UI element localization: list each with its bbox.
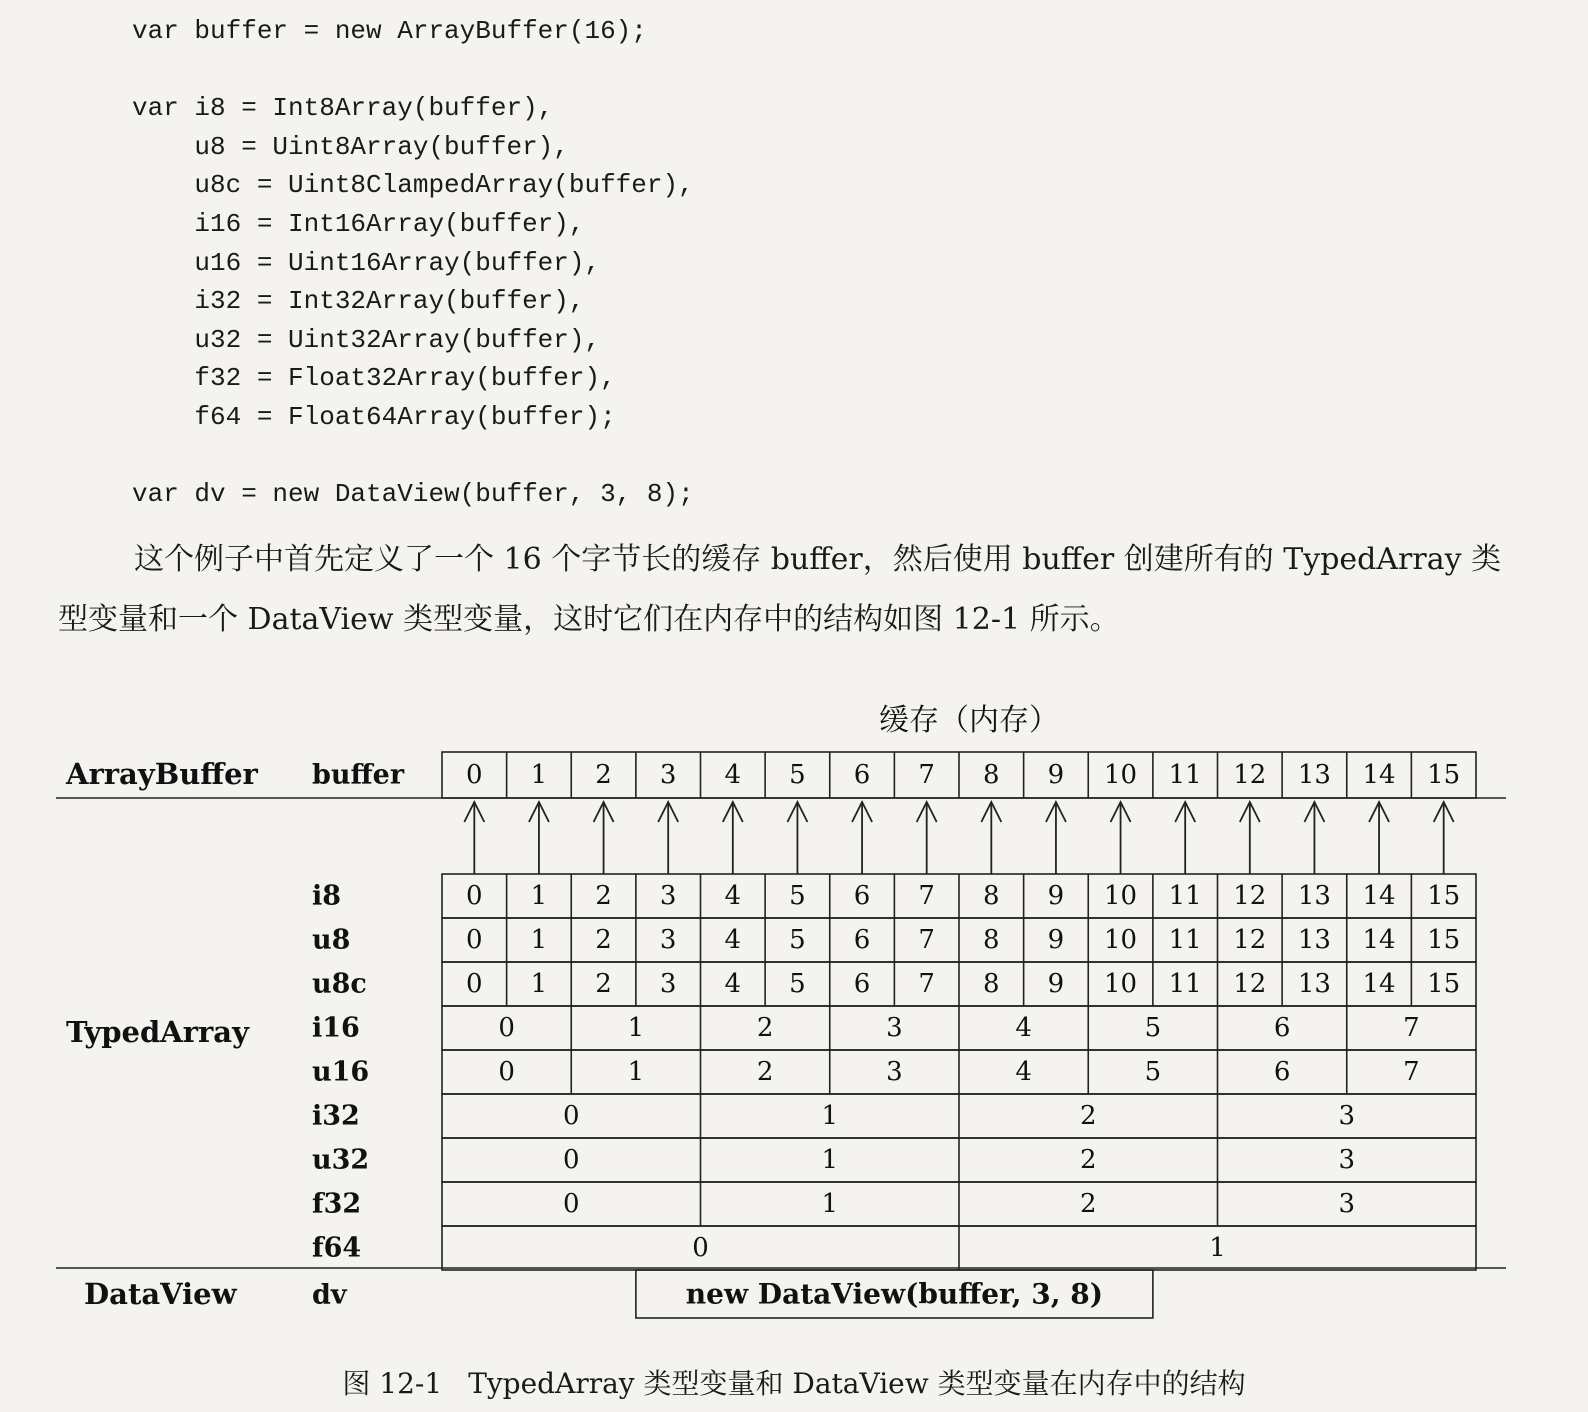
cell-u32-3: 3	[1338, 1145, 1356, 1175]
cell-u32-2: 2	[1079, 1145, 1097, 1175]
cell-u16-6: 6	[1273, 1057, 1291, 1087]
dataview-box	[636, 1270, 1153, 1318]
cell-u8c-7: 7	[918, 969, 935, 999]
cell-buffer-10: 10	[1104, 760, 1138, 790]
cell-u8-8: 8	[983, 925, 1000, 955]
row-frame-u32	[442, 1138, 1476, 1182]
row-frame-i32	[442, 1094, 1476, 1138]
cell-i16-5: 5	[1144, 1013, 1162, 1043]
cell-i8-4: 4	[724, 881, 742, 911]
code-line: f64 = Float64Array(buffer);	[132, 401, 616, 432]
arrow-head	[1111, 802, 1131, 822]
row-label-i8: i8	[312, 880, 342, 912]
body-paragraph	[58, 530, 1508, 650]
code-line: u8c = Uint8ClampedArray(buffer),	[132, 170, 694, 201]
cell-u8c-5: 5	[789, 969, 806, 999]
cell-buffer-13: 13	[1297, 760, 1331, 790]
row-frame-i16	[442, 1006, 1476, 1050]
cell-u8-3: 3	[659, 925, 677, 955]
cell-u16-5: 5	[1144, 1057, 1162, 1087]
code-line: u8 = Uint8Array(buffer),	[132, 131, 569, 162]
cell-u8c-12: 12	[1233, 969, 1267, 999]
cell-u8-0: 0	[466, 925, 483, 955]
cell-i32-1: 1	[821, 1101, 839, 1131]
cell-u16-2: 2	[756, 1057, 774, 1087]
cell-i8-11: 11	[1168, 881, 1202, 911]
cell-u8c-14: 14	[1362, 969, 1396, 999]
cell-buffer-3: 3	[659, 760, 677, 790]
arrow-head	[981, 802, 1001, 822]
group-label-typedarray: TypedArray	[66, 1015, 249, 1049]
figure-caption	[0, 1362, 1588, 1402]
code-block	[132, 12, 694, 514]
code-line: u32 = Uint32Array(buffer),	[132, 324, 601, 355]
arrow-head	[1369, 802, 1389, 822]
row-frame-f32	[442, 1182, 1476, 1226]
cell-i8-3: 3	[659, 881, 677, 911]
cell-u8c-8: 8	[983, 969, 1000, 999]
cell-u8c-4: 4	[724, 969, 742, 999]
cell-buffer-12: 12	[1233, 760, 1267, 790]
arrow-head	[787, 802, 807, 822]
cell-u16-1: 1	[627, 1057, 645, 1087]
cell-buffer-9: 9	[1047, 760, 1065, 790]
row-frame-u16	[442, 1050, 1476, 1094]
cell-i8-13: 13	[1297, 881, 1331, 911]
cell-buffer-8: 8	[983, 760, 1000, 790]
cell-f32-1: 1	[821, 1189, 839, 1219]
code-line: f32 = Float32Array(buffer),	[132, 363, 616, 394]
arrow-head	[852, 802, 872, 822]
cell-u8-6: 6	[853, 925, 871, 955]
arrow-head	[464, 802, 484, 822]
cell-u8-12: 12	[1233, 925, 1267, 955]
cell-f64-1: 1	[1209, 1233, 1226, 1263]
arrow-head	[1434, 802, 1454, 822]
code-line: u16 = Uint16Array(buffer),	[132, 247, 601, 278]
row-frame-u8	[442, 918, 1476, 962]
row-label-u8: u8	[312, 924, 351, 956]
cell-buffer-2: 2	[595, 760, 612, 790]
cell-u8c-1: 1	[530, 969, 548, 999]
cell-i32-2: 2	[1079, 1101, 1097, 1131]
code-line: i16 = Int16Array(buffer),	[132, 208, 585, 239]
arrow-head	[658, 802, 678, 822]
cell-u8-11: 11	[1168, 925, 1202, 955]
cell-f32-3: 3	[1338, 1189, 1356, 1219]
cell-u16-0: 0	[498, 1057, 515, 1087]
cell-u8-15: 15	[1427, 925, 1461, 955]
cell-i8-12: 12	[1233, 881, 1267, 911]
cell-i16-6: 6	[1273, 1013, 1291, 1043]
cell-buffer-15: 15	[1427, 760, 1461, 790]
dataview-label: new DataView(buffer, 3, 8)	[685, 1277, 1103, 1311]
cell-u8c-2: 2	[595, 969, 612, 999]
cell-f64-0: 0	[692, 1233, 709, 1263]
cell-buffer-6: 6	[853, 760, 871, 790]
cell-u8c-3: 3	[659, 969, 677, 999]
cell-i16-3: 3	[886, 1013, 903, 1043]
code-line: var buffer = new ArrayBuffer(16);	[132, 16, 647, 46]
arrow-head	[917, 802, 937, 822]
group-label-arraybuffer: ArrayBuffer	[66, 757, 258, 791]
cell-i8-15: 15	[1427, 881, 1461, 911]
code-line: var i8 = Int8Array(buffer),	[132, 93, 554, 124]
cell-i8-5: 5	[789, 881, 806, 911]
cell-u8-7: 7	[918, 925, 935, 955]
cell-u8c-13: 13	[1297, 969, 1331, 999]
cell-i8-8: 8	[983, 881, 1000, 911]
cell-i8-7: 7	[918, 881, 935, 911]
code-line: i32 = Int32Array(buffer),	[132, 286, 585, 317]
cell-i32-0: 0	[562, 1101, 580, 1131]
cell-u8c-11: 11	[1168, 969, 1202, 999]
arrow-head	[723, 802, 743, 822]
cell-u8c-6: 6	[853, 969, 871, 999]
cell-f32-0: 0	[562, 1189, 580, 1219]
row-frame-buffer	[442, 752, 1476, 798]
cell-u8c-15: 15	[1427, 969, 1461, 999]
cell-u8-2: 2	[595, 925, 612, 955]
row-frame-i8	[442, 874, 1476, 918]
cell-u8c-10: 10	[1104, 969, 1138, 999]
cell-i16-2: 2	[756, 1013, 774, 1043]
cell-u8-9: 9	[1047, 925, 1065, 955]
cell-u16-7: 7	[1403, 1057, 1420, 1087]
code-line	[132, 51, 694, 90]
paragraph-text: 这个例子中首先定义了一个 16 个字节长的缓存 buffer，然后使用 buffer 创建所有的 TypedArray 类型变量和一个 DataView 类型变量，这时它们在内存中的结构如图 12-1 所示。	[58, 542, 1502, 637]
row-label-u32: u32	[312, 1144, 370, 1176]
cell-i8-2: 2	[595, 881, 612, 911]
group-label-dataview: DataView	[84, 1277, 237, 1311]
row-label-i16: i16	[312, 1012, 360, 1044]
cell-u16-3: 3	[886, 1057, 903, 1087]
cell-u8-14: 14	[1362, 925, 1396, 955]
row-label-f32: f32	[312, 1188, 362, 1220]
cell-i16-1: 1	[627, 1013, 645, 1043]
cell-u8c-9: 9	[1047, 969, 1065, 999]
cell-u16-4: 4	[1015, 1057, 1032, 1087]
cell-u8-13: 13	[1297, 925, 1331, 955]
cell-i8-6: 6	[853, 881, 871, 911]
arrow-head	[1240, 802, 1260, 822]
cell-u32-0: 0	[562, 1145, 580, 1175]
figure-number: 图 12-1	[342, 1367, 443, 1400]
cell-i32-3: 3	[1338, 1101, 1356, 1131]
cell-u8-1: 1	[530, 925, 548, 955]
row-label-u16: u16	[312, 1056, 370, 1088]
cell-buffer-14: 14	[1362, 760, 1396, 790]
cell-i16-7: 7	[1403, 1013, 1420, 1043]
cell-i8-0: 0	[466, 881, 483, 911]
cell-buffer-1: 1	[530, 760, 548, 790]
row-label-f64: f64	[312, 1232, 362, 1264]
code-line: var dv = new DataView(buffer, 3, 8);	[132, 479, 694, 510]
arrow-head	[529, 802, 549, 822]
cell-buffer-11: 11	[1168, 760, 1202, 790]
arrow-head	[1175, 802, 1195, 822]
cell-i8-1: 1	[530, 881, 548, 911]
row-label-buffer: buffer	[312, 759, 405, 791]
cell-buffer-4: 4	[724, 760, 742, 790]
arrow-head	[594, 802, 614, 822]
cell-u8-5: 5	[789, 925, 806, 955]
code-line	[132, 437, 694, 476]
row-label-u8c: u8c	[312, 968, 367, 1000]
cell-buffer-0: 0	[466, 760, 483, 790]
cell-f32-2: 2	[1079, 1189, 1097, 1219]
cell-i8-14: 14	[1362, 881, 1396, 911]
row-frame-u8c	[442, 962, 1476, 1006]
cell-i16-0: 0	[498, 1013, 515, 1043]
cell-i8-10: 10	[1104, 881, 1138, 911]
cell-u8-10: 10	[1104, 925, 1138, 955]
cell-i16-4: 4	[1015, 1013, 1032, 1043]
figure-header: 缓存（内存）	[879, 703, 1059, 738]
cell-buffer-7: 7	[918, 760, 935, 790]
cell-i8-9: 9	[1047, 881, 1065, 911]
row-label-dv: dv	[312, 1279, 347, 1311]
row-label-i32: i32	[312, 1100, 360, 1132]
arrow-head	[1046, 802, 1066, 822]
cell-u32-1: 1	[821, 1145, 839, 1175]
cell-u8-4: 4	[724, 925, 742, 955]
cell-u8c-0: 0	[466, 969, 483, 999]
row-frame-f64	[442, 1226, 1476, 1270]
arrow-head	[1304, 802, 1324, 822]
cell-buffer-5: 5	[789, 760, 806, 790]
figure-caption-text: TypedArray 类型变量和 DataView 类型变量在内存中的结构	[468, 1367, 1246, 1400]
